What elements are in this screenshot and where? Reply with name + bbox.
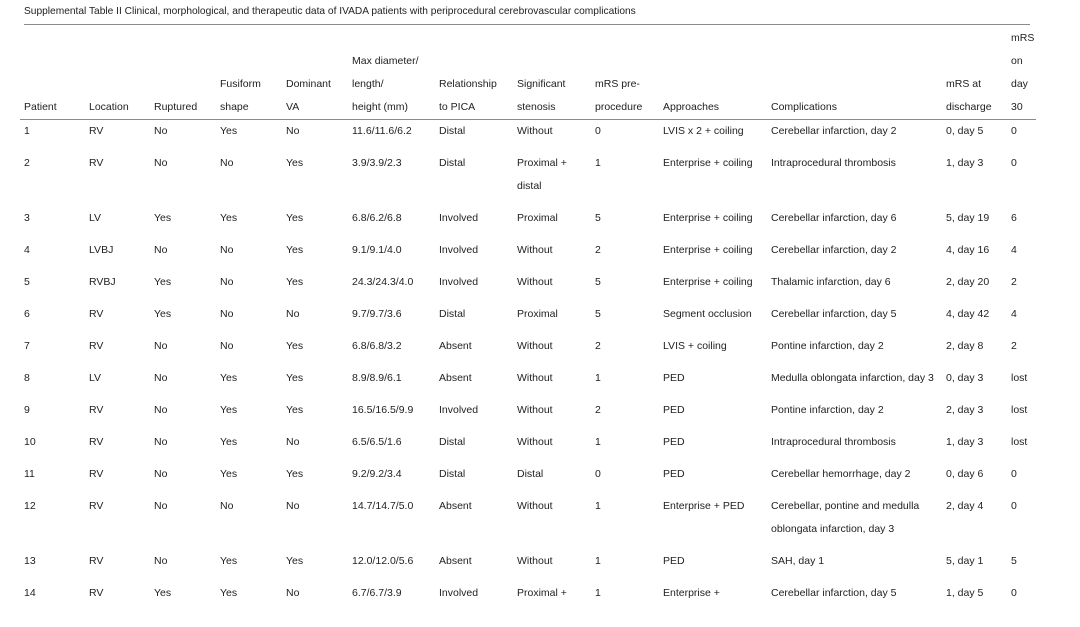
table-cell: SAH, day 1: [771, 555, 825, 567]
column-header: [20, 27, 85, 120]
table-cell: 13: [24, 555, 36, 567]
table-cell: Absent: [439, 500, 472, 512]
table-cell: Yes: [286, 555, 304, 567]
table-cell: 4: [1011, 308, 1017, 320]
column-header: [942, 27, 1007, 120]
table-cell: Cerebellar infarction, day 2: [771, 125, 897, 137]
table-cell: No: [220, 308, 234, 320]
table-cell: 5: [595, 308, 601, 320]
column-header-line: shape: [220, 101, 249, 113]
table-cell: Without: [517, 125, 553, 137]
table-cell: PED: [663, 468, 685, 480]
table-cell: Distal: [439, 436, 466, 448]
table-cell: Medulla oblongata infarction, day 3: [771, 372, 934, 384]
table-cell: Without: [517, 340, 553, 352]
table-cell: No: [154, 555, 168, 567]
table-cell: RV: [89, 125, 104, 137]
table-cell: No: [286, 436, 300, 448]
table-cell: Yes: [286, 404, 304, 416]
table-cell: Cerebellar infarction, day 2: [771, 244, 897, 256]
table-cell: Distal: [517, 468, 544, 480]
table-cell: Distal: [439, 468, 466, 480]
column-header-line: Relationship: [439, 78, 497, 90]
table-cell: 4: [24, 244, 30, 256]
table-cell: 2: [595, 340, 601, 352]
table-cell: LV: [89, 372, 102, 384]
table-cell: 1, day 3: [946, 157, 984, 169]
column-header-line: discharge: [946, 101, 992, 113]
column-header-line: Significant: [517, 78, 566, 90]
column-header: [348, 27, 435, 120]
table-cell: lost: [1011, 372, 1028, 384]
table-cell: lost: [1011, 404, 1028, 416]
column-header-line: day 30: [1011, 78, 1028, 113]
table-cell: No: [154, 244, 168, 256]
column-header: [435, 27, 513, 120]
table-cell: 1: [595, 587, 601, 599]
table-cell: Intraprocedural thrombosis: [771, 157, 896, 169]
table-cell: Proximal + distal: [517, 157, 567, 192]
table-cell: Enterprise +: [663, 587, 720, 599]
table-cell: 3.9/3.9/2.3: [352, 157, 402, 169]
table-cell: 5: [595, 212, 601, 224]
table-cell: 0: [1011, 587, 1017, 599]
table-cell: 0: [1011, 468, 1017, 480]
table-cell: Proximal: [517, 212, 558, 224]
table-cell: Involved: [439, 404, 479, 416]
table-cell: 7: [24, 340, 30, 352]
table-cell: 1, day 5: [946, 587, 984, 599]
table-cell: 0, day 3: [946, 372, 984, 384]
table-cell: 2: [595, 244, 601, 256]
table-cell: Yes: [286, 340, 304, 352]
table-cell: 6: [24, 308, 30, 320]
table-cell: Yes: [286, 212, 304, 224]
table-cell: 6: [1011, 212, 1017, 224]
table-cell: Enterprise + coiling: [663, 157, 753, 169]
table-cell: Yes: [220, 372, 238, 384]
table-cell: 14: [24, 587, 36, 599]
column-header-line: mRS at: [946, 78, 982, 90]
table-cell: Yes: [220, 587, 238, 599]
table-cell: 2, day 3: [946, 404, 984, 416]
column-header: [150, 27, 216, 120]
table-cell: 9.1/9.1/4.0: [352, 244, 402, 256]
table-cell: No: [286, 308, 300, 320]
top-rule: [24, 24, 1030, 25]
table-row: [20, 486, 1036, 541]
column-header-line: to PICA: [439, 101, 476, 113]
table-cell: 1: [24, 125, 30, 137]
table-cell: Enterprise + coiling: [663, 212, 753, 224]
table-cell: No: [154, 468, 168, 480]
table-cell: Distal: [439, 308, 466, 320]
table-cell: Without: [517, 404, 553, 416]
table-row: [20, 573, 1036, 605]
table-cell: No: [286, 125, 300, 137]
table-row: [20, 120, 1036, 144]
table-cell: 5, day 19: [946, 212, 990, 224]
table-cell: 0: [1011, 157, 1017, 169]
table-cell: Distal: [439, 125, 466, 137]
table-cell: 14.7/14.7/5.0: [352, 500, 414, 512]
table-cell: 2, day 4: [946, 500, 984, 512]
table-row: [20, 262, 1036, 294]
table-cell: Yes: [220, 212, 238, 224]
table-row: [20, 541, 1036, 573]
column-header: [216, 27, 282, 120]
table-cell: PED: [663, 404, 685, 416]
table-cell: Yes: [154, 587, 172, 599]
column-header-line: Complications: [771, 101, 837, 113]
table-cell: LVIS + coiling: [663, 340, 727, 352]
table-cell: RV: [89, 404, 104, 416]
table-cell: 4, day 16: [946, 244, 990, 256]
table-cell: Enterprise + coiling: [663, 276, 753, 288]
table-cell: Involved: [439, 212, 479, 224]
table-cell: 0, day 6: [946, 468, 984, 480]
table-cell: 2, day 8: [946, 340, 984, 352]
table-cell: 1: [595, 436, 601, 448]
table-cell: Yes: [286, 244, 304, 256]
column-header: [513, 27, 591, 120]
table-cell: RV: [89, 436, 104, 448]
table-cell: Without: [517, 500, 553, 512]
table-cell: No: [286, 587, 300, 599]
table-row: [20, 230, 1036, 262]
table-cell: lost: [1011, 436, 1028, 448]
table-cell: 1: [595, 555, 601, 567]
table-cell: 0: [1011, 125, 1017, 137]
table-cell: 4, day 42: [946, 308, 990, 320]
table-cell: RV: [89, 587, 104, 599]
table-cell: Yes: [154, 276, 172, 288]
table-cell: 0: [595, 125, 601, 137]
table-cell: No: [220, 500, 234, 512]
table-cell: RV: [89, 555, 104, 567]
table-cell: LVIS x 2 + coiling: [663, 125, 744, 137]
table-cell: No: [154, 436, 168, 448]
table-cell: 5, day 1: [946, 555, 984, 567]
table-cell: No: [154, 500, 168, 512]
table-cell: Absent: [439, 555, 472, 567]
column-header-line: Dominant: [286, 78, 331, 90]
table-cell: RV: [89, 157, 104, 169]
table-cell: RV: [89, 340, 104, 352]
table-cell: 6.5/6.5/1.6: [352, 436, 402, 448]
table-header: [20, 27, 1036, 120]
table-caption: Supplemental Table II Clinical, morphological, and therapeutic data of IVADA patients with periprocedural cerebrovascular complications: [24, 6, 636, 17]
table-row: [20, 198, 1036, 230]
table-cell: 8.9/8.9/6.1: [352, 372, 402, 384]
table-cell: Yes: [220, 555, 238, 567]
table-cell: 16.5/16.5/9.9: [352, 404, 414, 416]
table-cell: Cerebellar hemorrhage, day 2: [771, 468, 911, 480]
table-cell: Yes: [220, 125, 238, 137]
table-cell: No: [154, 404, 168, 416]
column-header: [591, 27, 659, 120]
column-header: [1007, 27, 1036, 120]
table-cell: Yes: [154, 212, 172, 224]
table-cell: 11: [24, 468, 35, 480]
table-cell: No: [154, 125, 168, 137]
table-cell: Absent: [439, 372, 472, 384]
table-cell: 0: [1011, 500, 1017, 512]
table-cell: 6.7/6.7/3.9: [352, 587, 402, 599]
table-cell: 5: [595, 276, 601, 288]
table-cell: Pontine infarction, day 2: [771, 404, 884, 416]
table-cell: 2, day 20: [946, 276, 990, 288]
table-cell: 1: [595, 372, 601, 384]
table-cell: PED: [663, 436, 685, 448]
table-cell: Cerebellar infarction, day 5: [771, 308, 897, 320]
table-cell: Without: [517, 555, 553, 567]
table-cell: 0, day 5: [946, 125, 984, 137]
table-cell: Involved: [439, 276, 479, 288]
table-cell: No: [286, 500, 300, 512]
table-cell: Yes: [220, 468, 238, 480]
table-cell: Enterprise + PED: [663, 500, 745, 512]
column-header-line: VA: [286, 101, 300, 113]
table-row: [20, 422, 1036, 454]
table-cell: Pontine infarction, day 2: [771, 340, 884, 352]
table-row: [20, 326, 1036, 358]
table-cell: Absent: [439, 340, 472, 352]
table-cell: 24.3/24.3/4.0: [352, 276, 414, 288]
table-cell: RV: [89, 468, 104, 480]
column-header-line: Ruptured: [154, 101, 198, 113]
column-header-line: Location: [89, 101, 129, 113]
table-cell: No: [154, 157, 168, 169]
table-cell: 1: [595, 157, 601, 169]
column-header: [282, 27, 348, 120]
table-cell: Yes: [286, 372, 304, 384]
table-cell: Distal: [439, 157, 466, 169]
table-cell: 1, day 3: [946, 436, 984, 448]
table-cell: Proximal +: [517, 587, 567, 599]
table-cell: 9: [24, 404, 30, 416]
table-cell: Cerebellar infarction, day 6: [771, 212, 897, 224]
table-cell: PED: [663, 372, 685, 384]
table-cell: 6.8/6.8/3.2: [352, 340, 402, 352]
clinical-data-table: [20, 27, 1036, 605]
table-cell: RVBJ: [89, 276, 116, 288]
column-header-line: Patient: [24, 101, 57, 113]
table-cell: 0: [595, 468, 601, 480]
column-header-line: stenosis: [517, 101, 556, 113]
table-cell: Without: [517, 276, 553, 288]
column-header-line: mRS pre-: [595, 78, 640, 90]
table-cell: Involved: [439, 587, 479, 599]
table-row: [20, 454, 1036, 486]
table-cell: No: [220, 244, 234, 256]
table-cell: Intraprocedural thrombosis: [771, 436, 896, 448]
column-header-line: procedure: [595, 101, 643, 113]
table-cell: Without: [517, 244, 553, 256]
table-cell: 12: [24, 500, 36, 512]
table-row: [20, 143, 1036, 198]
table-cell: No: [220, 157, 234, 169]
table-cell: 2: [24, 157, 30, 169]
table-cell: 2: [1011, 276, 1017, 288]
table-cell: No: [154, 340, 168, 352]
table-cell: No: [220, 276, 234, 288]
table-cell: Thalamic infarction, day 6: [771, 276, 891, 288]
table-cell: 1: [595, 500, 601, 512]
table-cell: 6.8/6.2/6.8: [352, 212, 402, 224]
table-body: [20, 120, 1036, 606]
table-cell: PED: [663, 555, 685, 567]
column-header-line: Fusiform: [220, 78, 261, 90]
column-header-line: Max diameter/: [352, 55, 419, 67]
table-row: [20, 294, 1036, 326]
table-cell: Yes: [286, 276, 304, 288]
column-header-line: height (mm): [352, 101, 409, 113]
table-cell: 10: [24, 436, 36, 448]
table-cell: LV: [89, 212, 102, 224]
table-cell: RV: [89, 500, 104, 512]
table-cell: 8: [24, 372, 30, 384]
table-cell: Yes: [220, 404, 238, 416]
table-cell: Involved: [439, 244, 479, 256]
table-cell: Without: [517, 372, 553, 384]
column-header: [85, 27, 150, 120]
table-cell: Yes: [154, 308, 172, 320]
table-cell: 2: [1011, 340, 1017, 352]
table-cell: Enterprise + coiling: [663, 244, 753, 256]
column-header-line: mRS on: [1011, 32, 1035, 67]
table-cell: Cerebellar, pontine and medulla oblongata infarction, day 3: [771, 500, 920, 535]
table-cell: 12.0/12.0/5.6: [352, 555, 414, 567]
table-cell: LVBJ: [89, 244, 114, 256]
table-cell: No: [154, 372, 168, 384]
table-cell: Yes: [286, 468, 304, 480]
table-row: [20, 390, 1036, 422]
table-cell: 9.7/9.7/3.6: [352, 308, 402, 320]
table-cell: Proximal: [517, 308, 558, 320]
table-cell: Yes: [286, 157, 304, 169]
table-cell: RV: [89, 308, 104, 320]
table-cell: 3: [24, 212, 30, 224]
table-cell: 4: [1011, 244, 1017, 256]
table-cell: 2: [595, 404, 601, 416]
table-row: [20, 358, 1036, 390]
table-cell: 11.6/11.6/6.2: [352, 125, 412, 137]
column-header-line: Approaches: [663, 101, 720, 113]
table-cell: Yes: [220, 436, 238, 448]
table-cell: No: [220, 340, 234, 352]
column-header: [767, 27, 942, 120]
table-cell: 5: [24, 276, 30, 288]
table-cell: Without: [517, 436, 553, 448]
table-cell: Segment occlusion: [663, 308, 752, 320]
header-row: [20, 27, 1036, 120]
column-header: [659, 27, 767, 120]
table-cell: Cerebellar infarction, day 5: [771, 587, 897, 599]
column-header-line: length/: [352, 78, 384, 90]
table-cell: 9.2/9.2/3.4: [352, 468, 402, 480]
table-cell: 5: [1011, 555, 1017, 567]
